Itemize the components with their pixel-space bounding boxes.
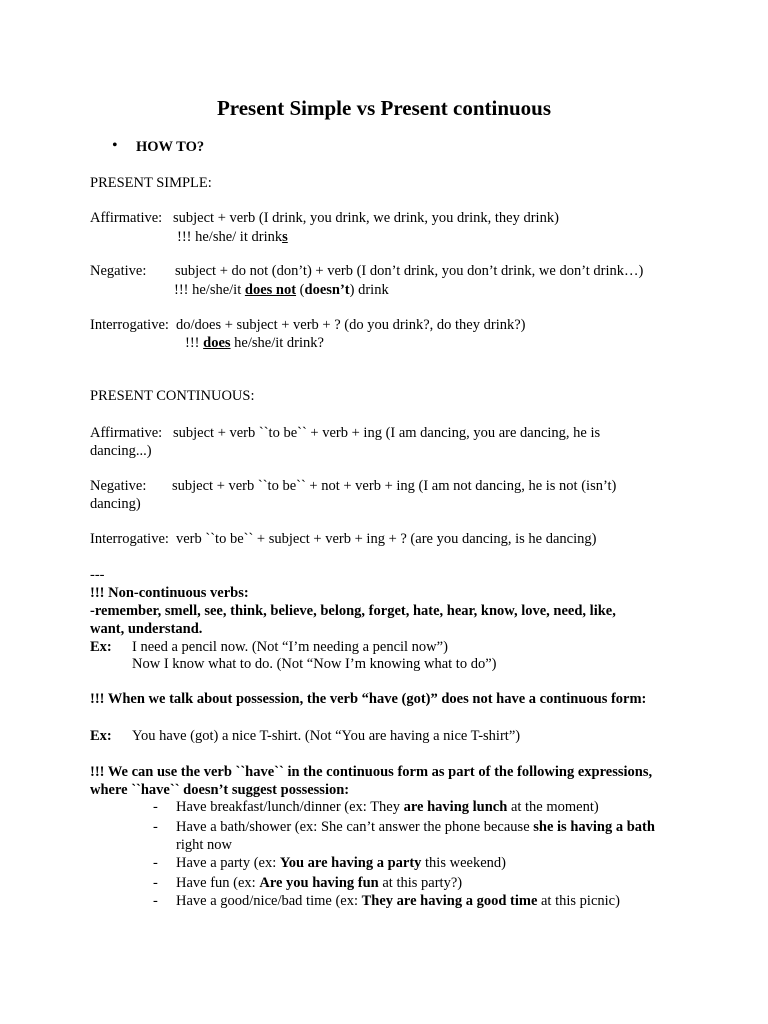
expressions-heading-cont: where ``have`` doesn’t suggest possession: <box>90 782 350 798</box>
example-label: Ex: <box>90 728 112 744</box>
simple-interrogative-rule: do/does + subject + verb + ? (do you drink?, do they drink?) <box>176 317 526 333</box>
simple-affirmative-rule: subject + verb (I drink, you drink, we drink, you drink, they drink) <box>173 210 559 226</box>
continuous-negative-label: Negative: <box>90 478 147 494</box>
list-item-cont: right now <box>176 837 232 853</box>
list-item <box>176 798 599 816</box>
item-text: Have a good/nice/bad time (ex: <box>176 893 362 909</box>
item-text: Have a party (ex: <box>176 855 280 871</box>
item-text: Have fun (ex: <box>176 875 260 891</box>
item-text: at the moment) <box>507 799 599 815</box>
simple-affirmative-note <box>177 228 288 246</box>
noncontinuous-verb-list: -remember, smell, see, think, believe, belong, forget, hate, hear, know, love, need, like, <box>90 603 616 619</box>
continuous-negative-rule: subject + verb ``to be`` + not + verb + ing (I am not dancing, he is not (isn’t) <box>172 478 617 494</box>
expressions-heading: !!! We can use the verb ``have`` in the continuous form as part of the following expressions, <box>90 764 653 780</box>
example-sentence: I need a pencil now. (Not “I’m needing a pencil now”) <box>132 639 448 655</box>
continuous-affirmative-rule: subject + verb ``to be`` + verb + ing (I am dancing, you are dancing, he is <box>173 425 601 441</box>
continuous-interrogative-label: Interrogative: <box>90 531 169 547</box>
how-to-heading: HOW TO? <box>136 139 205 155</box>
item-text: at this party?) <box>378 875 463 891</box>
list-dash: - <box>153 819 158 835</box>
bullet-icon: • <box>112 137 118 154</box>
simple-interrogative-label: Interrogative: <box>90 317 169 333</box>
list-dash: - <box>153 855 158 871</box>
possession-heading: !!! When we talk about possession, the verb “have (got)” does not have a continuous form: <box>90 691 647 707</box>
noncontinuous-verb-list-cont: want, understand. <box>90 621 203 637</box>
noncontinuous-heading: !!! Non-continuous verbs: <box>90 585 249 601</box>
continuous-interrogative-rule: verb ``to be`` + subject + verb + ing + ? (are you dancing, is he dancing) <box>176 531 597 547</box>
note-emphasis: s <box>282 229 288 245</box>
continuous-affirmative-rule-cont: dancing...) <box>90 443 152 459</box>
present-simple-heading: PRESENT SIMPLE: <box>90 175 212 191</box>
continuous-negative-rule-cont: dancing) <box>90 496 141 512</box>
example-sentence: You have (got) a nice T-shirt. (Not “You are having a nice T-shirt”) <box>132 728 521 744</box>
page-title: Present Simple vs Present continuous <box>216 96 552 120</box>
continuous-affirmative-label: Affirmative: <box>90 425 163 441</box>
note-emphasis: does <box>203 335 231 351</box>
item-text: Have a bath/shower (ex: She can’t answer the phone because <box>176 819 534 835</box>
item-emphasis: You are having a party <box>279 855 422 871</box>
note-emphasis: does not <box>244 282 297 298</box>
simple-interrogative-note <box>185 334 324 352</box>
item-emphasis: Are you having fun <box>259 875 379 891</box>
list-item <box>176 892 620 910</box>
simple-negative-label: Negative: <box>90 263 147 279</box>
item-text: at this picnic) <box>537 893 620 909</box>
simple-negative-rule: subject + do not (don’t) + verb (I don’t drink, you don’t drink, we don’t drink…) <box>175 263 644 279</box>
note-text: !!! <box>185 335 204 351</box>
simple-affirmative-label: Affirmative: <box>90 210 163 226</box>
list-dash: - <box>153 875 158 891</box>
note-emphasis: doesn’t <box>304 282 350 298</box>
note-text: he/she/it drink? <box>230 335 324 351</box>
item-emphasis: are having lunch <box>403 799 508 815</box>
separator: --- <box>90 567 105 583</box>
item-text: Have breakfast/lunch/dinner (ex: They <box>176 799 404 815</box>
note-text: !!! he/she/it <box>174 282 245 298</box>
note-text: !!! he/she/ it drink <box>177 229 283 245</box>
item-text: this weekend) <box>421 855 506 871</box>
item-emphasis: They are having a good time <box>361 893 538 909</box>
note-text: ( <box>296 282 305 298</box>
example-label: Ex: <box>90 639 112 655</box>
list-item <box>176 854 506 872</box>
list-dash: - <box>153 893 158 909</box>
list-dash: - <box>153 799 158 815</box>
list-item <box>176 818 655 836</box>
item-emphasis: she is having a bath <box>533 819 655 835</box>
list-item <box>176 874 462 892</box>
note-text: ) drink <box>349 282 389 298</box>
simple-negative-note <box>174 281 389 299</box>
example-sentence: Now I know what to do. (Not “Now I’m knowing what to do”) <box>132 656 497 672</box>
present-continuous-heading: PRESENT CONTINUOUS: <box>90 388 255 404</box>
